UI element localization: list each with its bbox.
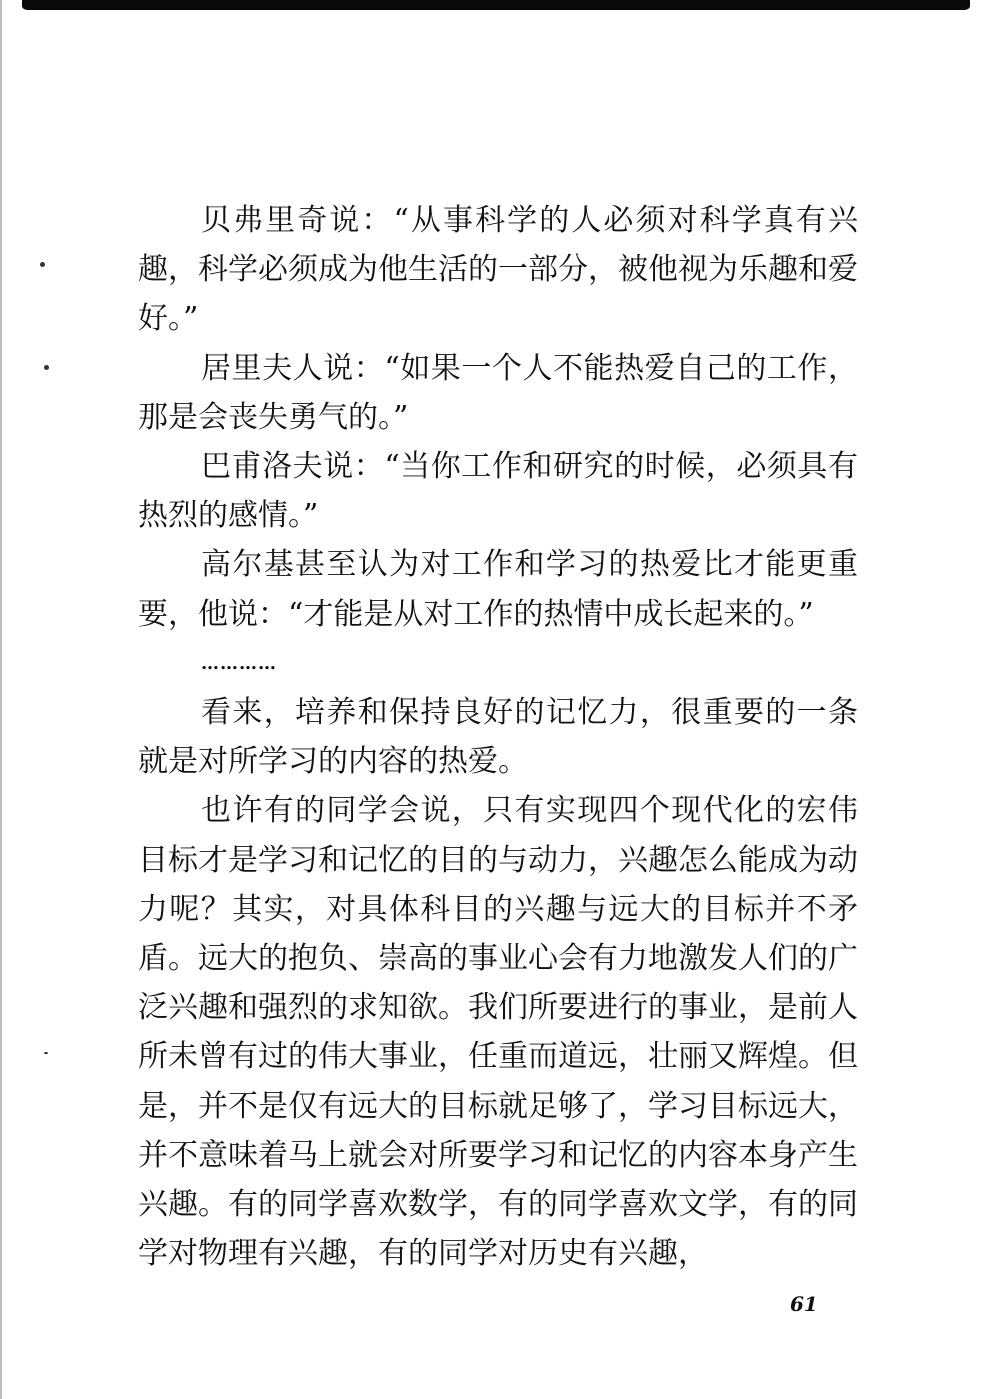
quote-curie: 居里夫人说：“如果一个人不能热爱自己的工作，那是会丧失勇气的。” [138,350,858,435]
paragraph-conclusion: 看来，培养和保持良好的记忆力，很重要的一条就是对所学习的内容的热爱。 [138,695,858,780]
quote-gorky: 高尔基甚至认为对工作和学习的热爱比才能更重要，他说：“才能是从对工作的热情中成长起来的。” [138,547,858,632]
scan-speck [44,1052,48,1054]
page-left-edge [0,0,2,1399]
scan-speck [44,365,49,370]
ellipsis-separator: ………… [201,652,277,674]
top-rule [22,0,970,10]
paragraph-interest: 也许有的同学会说，只有实现四个现代化的宏伟目标才是学习和记忆的目的与动力，兴趣怎么能成为动力呢？其实，对具体科目的兴趣与远大的目标并不矛盾。远大的抱负、崇高的事业心会有力地激发人们的广泛兴趣和强烈的求知欲。我们所要进行的事业，是前人所未曾有过的伟大事业，任重而道远，壮丽又辉煌。但是，并不是仅有远大的目标就足够了，学习目标远大，并不意味着马上就会对所要学习和记忆的内容本身产生兴趣。有的同学喜欢数学，有的同学喜欢文学，有的同学对物理有兴趣，有的同学对历史有兴趣， [138,793,858,1272]
quote-pavlov: 巴甫洛夫说：“当你工作和研究的时候，必须具有热烈的感情。” [138,449,858,534]
scan-speck [40,262,45,267]
body-text [138,196,858,1278]
quote-beveridge: 贝弗里奇说：“从事科学的人必须对科学真有兴趣，科学必须成为他生活的一部分，被他视为乐趣和爱好。” [138,203,858,337]
page-number: 61 [790,1292,818,1316]
